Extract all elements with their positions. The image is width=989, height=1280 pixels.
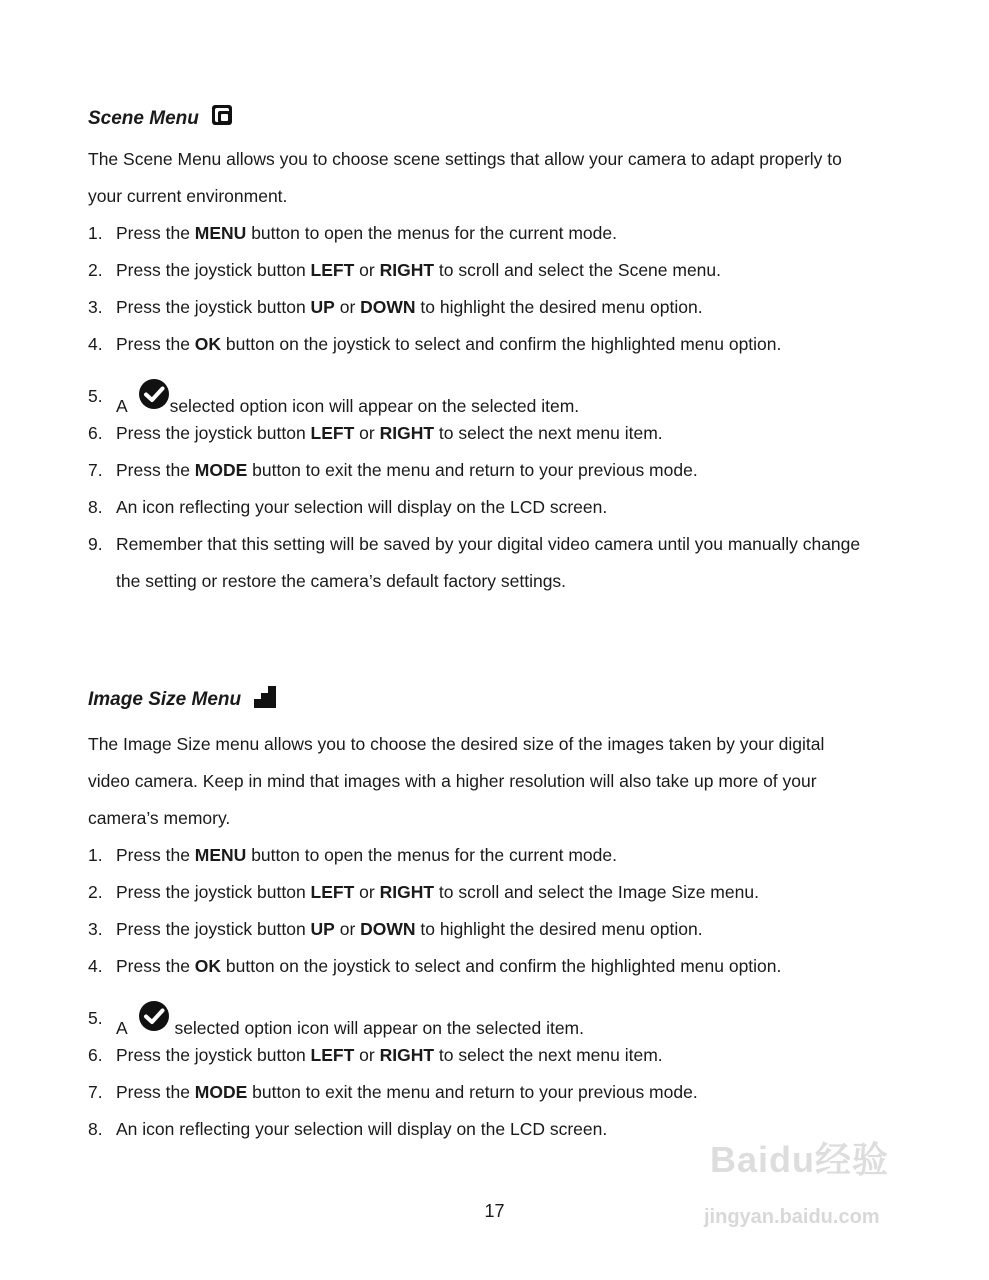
scene-menu-title: Scene Menu [88,108,199,129]
step-number: 2. [88,882,103,902]
step-text: A selected option icon will appear on the selected item. [116,378,579,425]
step-text: Press the joystick button LEFT or RIGHT to select the next menu item. [116,423,663,443]
step-text: the setting or restore the camera’s default factory settings. [116,571,567,591]
step-text: Press the joystick button UP or DOWN to highlight the desired menu option. [116,297,703,317]
list-item [88,874,908,911]
list-item [88,415,908,452]
list-item [88,837,908,874]
step-text: Press the OK button on the joystick to select and confirm the highlighted menu option. [116,334,782,354]
image-size-menu-heading [88,687,277,713]
step-number: 9. [88,534,103,554]
step-number: 8. [88,497,103,517]
image-size-intro [88,726,908,837]
step-number: 1. [88,223,103,243]
watermark-logo: Baidu经验 [710,1139,890,1180]
step-number: 1. [88,845,103,865]
scene-intro-line: your current environment. [88,186,288,206]
step-number: 7. [88,460,103,480]
list-item [88,489,908,526]
image-size-intro-line: video camera. Keep in mind that images with a higher resolution will also take up more of your [88,771,817,791]
list-item [88,326,908,363]
step-number: 5. [88,386,103,406]
list-item [88,252,908,289]
image-size-intro-line: The Image Size menu allows you to choose the desired size of the images taken by your digital [88,734,825,754]
step-number: 3. [88,297,103,317]
step-text: Press the MENU button to open the menus for the current mode. [116,845,617,865]
step-number: 6. [88,1045,103,1065]
step-text: A selected option icon will appear on the selected item. [116,1000,584,1047]
list-item [88,1000,908,1037]
image-size-intro-line: camera’s memory. [88,808,231,828]
step-text: Press the MODE button to exit the menu and return to your previous mode. [116,460,698,480]
watermark-url: jingyan.baidu.com [704,1206,880,1228]
list-item [88,215,908,252]
list-item [88,526,908,600]
step-text: Remember that this setting will be saved by your digital video camera until you manually change [116,534,861,554]
scene-menu-heading [88,106,235,132]
step-number: 6. [88,423,103,443]
scene-intro-line: The Scene Menu allows you to choose scene settings that allow your camera to adapt properly to [88,149,842,169]
scene-intro [88,141,908,215]
scene-icon [211,104,235,134]
step-number: 5. [88,1008,103,1028]
list-item [88,948,908,985]
list-item [88,911,908,948]
list-item [88,289,908,326]
list-item [88,1037,908,1074]
page-number: 17 [484,1201,505,1221]
step-number: 7. [88,1082,103,1102]
step-text: Press the joystick button LEFT or RIGHT to select the next menu item. [116,1045,663,1065]
step-text: Press the MODE button to exit the menu and return to your previous mode. [116,1082,698,1102]
step-text: Press the joystick button LEFT or RIGHT to scroll and select the Scene menu. [116,260,722,280]
step-text: An icon reflecting your selection will display on the LCD screen. [116,1119,608,1139]
image-size-menu-title: Image Size Menu [88,689,242,710]
step-number: 2. [88,260,103,280]
step-text: Press the MENU button to open the menus for the current mode. [116,223,617,243]
list-item [88,452,908,489]
step-text: An icon reflecting your selection will display on the LCD screen. [116,497,608,517]
step-text: Press the joystick button LEFT or RIGHT to scroll and select the Image Size menu. [116,882,759,902]
step-text: Press the joystick button UP or DOWN to highlight the desired menu option. [116,919,703,939]
step-text: Press the OK button on the joystick to select and confirm the highlighted menu option. [116,956,782,976]
list-item [88,378,908,415]
step-number: 8. [88,1119,103,1139]
step-number: 3. [88,919,103,939]
image-size-icon [253,685,277,715]
step-number: 4. [88,334,103,354]
baidu-watermark [700,1132,940,1242]
list-item [88,1074,908,1111]
step-number: 4. [88,956,103,976]
